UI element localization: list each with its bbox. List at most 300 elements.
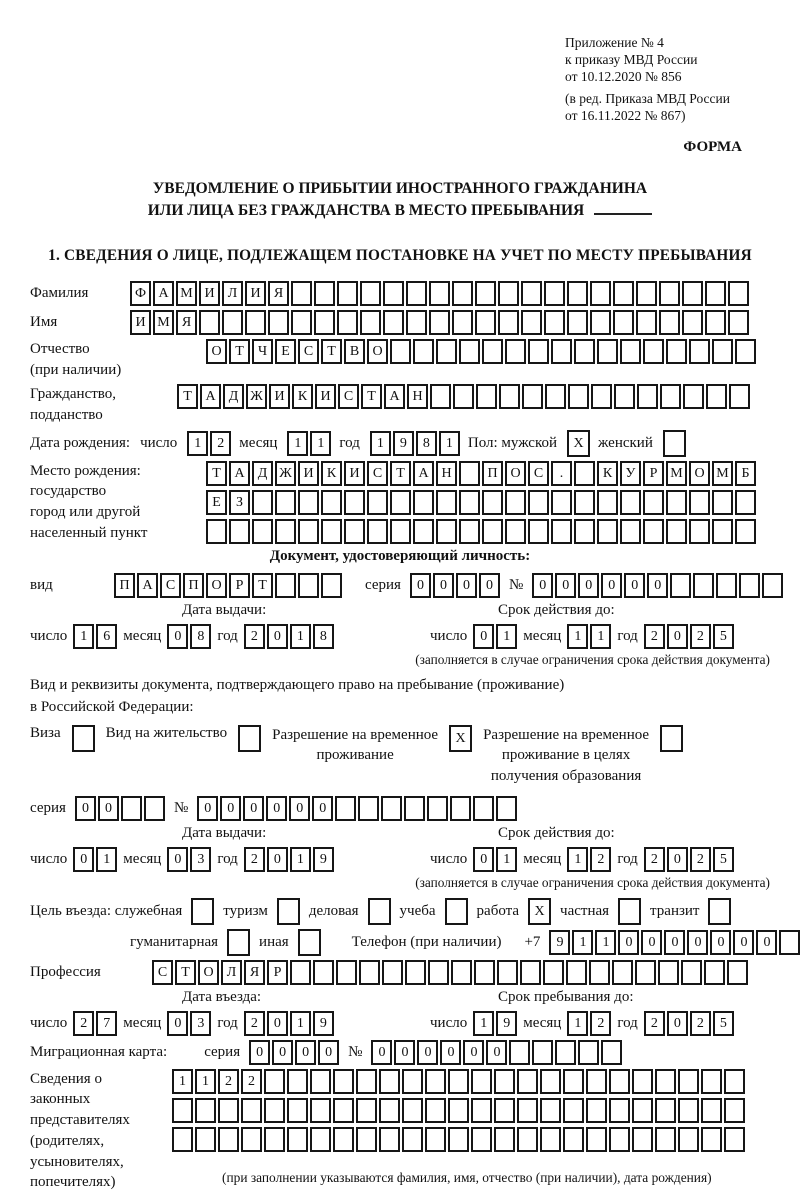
char-cell[interactable] xyxy=(264,1127,285,1152)
char-cell[interactable] xyxy=(706,384,727,409)
char-cell[interactable] xyxy=(291,310,312,335)
char-cell[interactable] xyxy=(727,960,748,985)
char-cell[interactable]: 2 xyxy=(210,431,231,456)
char-cell[interactable]: М xyxy=(666,461,687,486)
char-cell[interactable] xyxy=(382,960,403,985)
char-cell[interactable] xyxy=(551,519,572,544)
char-cell[interactable]: 0 xyxy=(371,1040,392,1065)
char-cell[interactable] xyxy=(666,490,687,515)
char-cell[interactable]: 1 xyxy=(572,930,593,955)
char-cell[interactable]: К xyxy=(321,461,342,486)
char-cell[interactable]: 0 xyxy=(664,930,685,955)
char-cell[interactable] xyxy=(356,1127,377,1152)
char-cell[interactable] xyxy=(402,1098,423,1123)
char-cell[interactable] xyxy=(241,1098,262,1123)
char-cell[interactable] xyxy=(563,1098,584,1123)
char-cell[interactable] xyxy=(448,1127,469,1152)
char-cell[interactable] xyxy=(241,1127,262,1152)
char-cell[interactable] xyxy=(551,490,572,515)
char-cell[interactable]: О xyxy=(689,461,710,486)
char-cell[interactable]: 0 xyxy=(318,1040,339,1065)
char-cell[interactable] xyxy=(601,1040,622,1065)
char-cell[interactable]: 0 xyxy=(641,930,662,955)
char-cell[interactable]: И xyxy=(344,461,365,486)
char-cell[interactable] xyxy=(597,519,618,544)
char-cell[interactable] xyxy=(620,490,641,515)
char-cell[interactable] xyxy=(252,490,273,515)
char-cell[interactable]: 2 xyxy=(590,1011,611,1036)
char-cell[interactable]: 1 xyxy=(370,431,391,456)
purpose-work-checkbox[interactable]: X xyxy=(528,898,551,925)
char-cell[interactable] xyxy=(586,1098,607,1123)
char-cell[interactable]: О xyxy=(206,573,227,598)
char-cell[interactable]: 1 xyxy=(567,624,588,649)
purpose-tourism-checkbox[interactable] xyxy=(277,898,300,925)
char-cell[interactable] xyxy=(195,1098,216,1123)
char-cell[interactable]: 0 xyxy=(667,624,688,649)
char-cell[interactable] xyxy=(567,310,588,335)
char-cell[interactable]: Т xyxy=(390,461,411,486)
char-cell[interactable]: 1 xyxy=(496,624,517,649)
char-cell[interactable] xyxy=(291,281,312,306)
char-cell[interactable] xyxy=(637,384,658,409)
char-cell[interactable] xyxy=(287,1069,308,1094)
char-cell[interactable] xyxy=(287,1098,308,1123)
char-cell[interactable]: 0 xyxy=(463,1040,484,1065)
char-cell[interactable]: 0 xyxy=(220,796,241,821)
char-cell[interactable]: И xyxy=(199,281,220,306)
char-cell[interactable] xyxy=(427,796,448,821)
rvp-edu-checkbox[interactable] xyxy=(660,725,683,752)
char-cell[interactable]: 1 xyxy=(287,431,308,456)
char-cell[interactable]: И xyxy=(315,384,336,409)
char-cell[interactable]: 0 xyxy=(486,1040,507,1065)
char-cell[interactable] xyxy=(666,339,687,364)
char-cell[interactable] xyxy=(612,960,633,985)
char-cell[interactable] xyxy=(597,490,618,515)
char-cell[interactable]: 1 xyxy=(590,624,611,649)
char-cell[interactable]: 2 xyxy=(73,1011,94,1036)
char-cell[interactable] xyxy=(521,310,542,335)
char-cell[interactable] xyxy=(313,960,334,985)
char-cell[interactable] xyxy=(379,1098,400,1123)
char-cell[interactable]: 2 xyxy=(644,847,665,872)
char-cell[interactable]: О xyxy=(505,461,526,486)
char-cell[interactable]: 0 xyxy=(473,847,494,872)
char-cell[interactable] xyxy=(482,519,503,544)
char-cell[interactable] xyxy=(459,490,480,515)
char-cell[interactable] xyxy=(551,339,572,364)
char-cell[interactable] xyxy=(522,384,543,409)
sex-female-checkbox[interactable] xyxy=(663,430,686,457)
char-cell[interactable]: 0 xyxy=(394,1040,415,1065)
char-cell[interactable] xyxy=(452,310,473,335)
char-cell[interactable] xyxy=(379,1069,400,1094)
char-cell[interactable] xyxy=(704,960,725,985)
char-cell[interactable] xyxy=(405,960,426,985)
char-cell[interactable] xyxy=(613,310,634,335)
char-cell[interactable] xyxy=(172,1127,193,1152)
char-cell[interactable]: 0 xyxy=(532,573,553,598)
char-cell[interactable] xyxy=(643,490,664,515)
char-cell[interactable]: Я xyxy=(176,310,197,335)
char-cell[interactable]: 2 xyxy=(244,624,265,649)
char-cell[interactable] xyxy=(505,490,526,515)
char-cell[interactable] xyxy=(712,490,733,515)
char-cell[interactable] xyxy=(264,1069,285,1094)
char-cell[interactable] xyxy=(597,339,618,364)
char-cell[interactable] xyxy=(724,1127,745,1152)
char-cell[interactable] xyxy=(613,281,634,306)
char-cell[interactable] xyxy=(555,1040,576,1065)
char-cell[interactable] xyxy=(402,1127,423,1152)
char-cell[interactable] xyxy=(314,281,335,306)
char-cell[interactable] xyxy=(436,519,457,544)
char-cell[interactable] xyxy=(321,519,342,544)
char-cell[interactable]: 1 xyxy=(473,1011,494,1036)
char-cell[interactable]: С xyxy=(298,339,319,364)
char-cell[interactable] xyxy=(682,310,703,335)
char-cell[interactable]: 1 xyxy=(195,1069,216,1094)
char-cell[interactable] xyxy=(473,796,494,821)
char-cell[interactable] xyxy=(544,281,565,306)
char-cell[interactable] xyxy=(383,310,404,335)
char-cell[interactable]: 0 xyxy=(473,624,494,649)
char-cell[interactable] xyxy=(635,960,656,985)
char-cell[interactable] xyxy=(589,960,610,985)
char-cell[interactable]: 0 xyxy=(456,573,477,598)
char-cell[interactable] xyxy=(172,1098,193,1123)
char-cell[interactable] xyxy=(609,1098,630,1123)
char-cell[interactable]: 0 xyxy=(440,1040,461,1065)
char-cell[interactable]: 0 xyxy=(417,1040,438,1065)
char-cell[interactable]: О xyxy=(367,339,388,364)
char-cell[interactable]: 0 xyxy=(167,1011,188,1036)
char-cell[interactable] xyxy=(499,384,520,409)
char-cell[interactable] xyxy=(779,930,800,955)
char-cell[interactable]: С xyxy=(338,384,359,409)
char-cell[interactable] xyxy=(636,310,657,335)
char-cell[interactable] xyxy=(459,519,480,544)
char-cell[interactable] xyxy=(716,573,737,598)
char-cell[interactable]: 1 xyxy=(73,624,94,649)
char-cell[interactable] xyxy=(678,1098,699,1123)
char-cell[interactable] xyxy=(275,490,296,515)
char-cell[interactable]: 0 xyxy=(618,930,639,955)
char-cell[interactable] xyxy=(632,1069,653,1094)
char-cell[interactable]: 0 xyxy=(410,573,431,598)
char-cell[interactable]: 0 xyxy=(710,930,731,955)
char-cell[interactable] xyxy=(436,490,457,515)
char-cell[interactable] xyxy=(643,519,664,544)
char-cell[interactable]: 5 xyxy=(713,1011,734,1036)
char-cell[interactable]: 9 xyxy=(313,1011,334,1036)
char-cell[interactable] xyxy=(298,573,319,598)
char-cell[interactable]: К xyxy=(597,461,618,486)
purpose-business-checkbox[interactable] xyxy=(368,898,391,925)
char-cell[interactable] xyxy=(429,310,450,335)
char-cell[interactable]: О xyxy=(198,960,219,985)
char-cell[interactable] xyxy=(335,796,356,821)
char-cell[interactable] xyxy=(310,1069,331,1094)
char-cell[interactable] xyxy=(356,1098,377,1123)
char-cell[interactable] xyxy=(436,339,457,364)
char-cell[interactable]: 0 xyxy=(312,796,333,821)
char-cell[interactable] xyxy=(724,1069,745,1094)
char-cell[interactable] xyxy=(586,1127,607,1152)
char-cell[interactable]: Т xyxy=(177,384,198,409)
char-cell[interactable]: М xyxy=(712,461,733,486)
char-cell[interactable] xyxy=(739,573,760,598)
char-cell[interactable] xyxy=(298,519,319,544)
char-cell[interactable] xyxy=(543,960,564,985)
char-cell[interactable] xyxy=(609,1127,630,1152)
char-cell[interactable] xyxy=(121,796,142,821)
char-cell[interactable] xyxy=(505,519,526,544)
char-cell[interactable] xyxy=(505,339,526,364)
char-cell[interactable]: П xyxy=(114,573,135,598)
char-cell[interactable] xyxy=(425,1127,446,1152)
char-cell[interactable]: К xyxy=(292,384,313,409)
char-cell[interactable]: И xyxy=(269,384,290,409)
char-cell[interactable] xyxy=(275,573,296,598)
char-cell[interactable] xyxy=(425,1069,446,1094)
char-cell[interactable] xyxy=(367,519,388,544)
char-cell[interactable] xyxy=(614,384,635,409)
char-cell[interactable] xyxy=(678,1127,699,1152)
char-cell[interactable]: З xyxy=(229,490,250,515)
char-cell[interactable]: 0 xyxy=(266,796,287,821)
char-cell[interactable] xyxy=(724,1098,745,1123)
char-cell[interactable]: С xyxy=(160,573,181,598)
char-cell[interactable]: Р xyxy=(229,573,250,598)
char-cell[interactable]: 2 xyxy=(241,1069,262,1094)
char-cell[interactable] xyxy=(475,281,496,306)
char-cell[interactable]: 0 xyxy=(267,847,288,872)
char-cell[interactable] xyxy=(586,1069,607,1094)
char-cell[interactable]: Т xyxy=(252,573,273,598)
char-cell[interactable] xyxy=(517,1069,538,1094)
char-cell[interactable] xyxy=(567,281,588,306)
char-cell[interactable] xyxy=(532,1040,553,1065)
char-cell[interactable]: М xyxy=(153,310,174,335)
char-cell[interactable] xyxy=(563,1127,584,1152)
char-cell[interactable] xyxy=(681,960,702,985)
char-cell[interactable] xyxy=(406,310,427,335)
char-cell[interactable]: С xyxy=(152,960,173,985)
char-cell[interactable]: 1 xyxy=(595,930,616,955)
char-cell[interactable]: 0 xyxy=(647,573,668,598)
char-cell[interactable]: А xyxy=(153,281,174,306)
char-cell[interactable] xyxy=(245,310,266,335)
char-cell[interactable] xyxy=(517,1127,538,1152)
char-cell[interactable] xyxy=(705,310,726,335)
char-cell[interactable]: 7 xyxy=(96,1011,117,1036)
char-cell[interactable] xyxy=(195,1127,216,1152)
char-cell[interactable] xyxy=(494,1069,515,1094)
char-cell[interactable] xyxy=(390,519,411,544)
char-cell[interactable]: М xyxy=(176,281,197,306)
char-cell[interactable] xyxy=(689,490,710,515)
char-cell[interactable] xyxy=(497,960,518,985)
char-cell[interactable] xyxy=(471,1098,492,1123)
char-cell[interactable] xyxy=(705,281,726,306)
char-cell[interactable] xyxy=(591,384,612,409)
char-cell[interactable] xyxy=(712,339,733,364)
char-cell[interactable] xyxy=(404,796,425,821)
char-cell[interactable]: 0 xyxy=(687,930,708,955)
char-cell[interactable]: Д xyxy=(223,384,244,409)
char-cell[interactable] xyxy=(275,519,296,544)
char-cell[interactable]: Я xyxy=(268,281,289,306)
char-cell[interactable]: 0 xyxy=(249,1040,270,1065)
char-cell[interactable] xyxy=(451,960,472,985)
char-cell[interactable]: 0 xyxy=(756,930,777,955)
char-cell[interactable] xyxy=(574,339,595,364)
char-cell[interactable] xyxy=(333,1069,354,1094)
char-cell[interactable]: 0 xyxy=(267,624,288,649)
char-cell[interactable] xyxy=(429,281,450,306)
char-cell[interactable]: 1 xyxy=(290,847,311,872)
char-cell[interactable] xyxy=(670,573,691,598)
char-cell[interactable] xyxy=(206,519,227,544)
char-cell[interactable] xyxy=(689,339,710,364)
char-cell[interactable] xyxy=(566,960,587,985)
char-cell[interactable]: Е xyxy=(206,490,227,515)
char-cell[interactable]: 0 xyxy=(479,573,500,598)
sex-male-checkbox[interactable]: X xyxy=(567,430,590,457)
char-cell[interactable]: 2 xyxy=(644,624,665,649)
char-cell[interactable] xyxy=(528,519,549,544)
char-cell[interactable] xyxy=(360,310,381,335)
char-cell[interactable]: 1 xyxy=(187,431,208,456)
char-cell[interactable]: 2 xyxy=(644,1011,665,1036)
char-cell[interactable] xyxy=(379,1127,400,1152)
char-cell[interactable] xyxy=(360,281,381,306)
char-cell[interactable] xyxy=(290,960,311,985)
char-cell[interactable]: А xyxy=(137,573,158,598)
char-cell[interactable] xyxy=(450,796,471,821)
char-cell[interactable] xyxy=(471,1069,492,1094)
char-cell[interactable] xyxy=(578,1040,599,1065)
char-cell[interactable] xyxy=(471,1127,492,1152)
char-cell[interactable] xyxy=(659,281,680,306)
char-cell[interactable] xyxy=(428,960,449,985)
char-cell[interactable]: Л xyxy=(221,960,242,985)
char-cell[interactable] xyxy=(475,310,496,335)
char-cell[interactable] xyxy=(459,339,480,364)
char-cell[interactable] xyxy=(701,1127,722,1152)
char-cell[interactable] xyxy=(609,1069,630,1094)
char-cell[interactable] xyxy=(590,281,611,306)
char-cell[interactable] xyxy=(574,490,595,515)
char-cell[interactable]: 2 xyxy=(690,624,711,649)
char-cell[interactable] xyxy=(222,310,243,335)
char-cell[interactable] xyxy=(229,519,250,544)
char-cell[interactable] xyxy=(620,339,641,364)
char-cell[interactable] xyxy=(574,519,595,544)
char-cell[interactable]: 1 xyxy=(96,847,117,872)
char-cell[interactable] xyxy=(528,490,549,515)
char-cell[interactable] xyxy=(459,461,480,486)
char-cell[interactable] xyxy=(476,384,497,409)
char-cell[interactable] xyxy=(655,1098,676,1123)
char-cell[interactable] xyxy=(381,796,402,821)
char-cell[interactable]: 0 xyxy=(733,930,754,955)
char-cell[interactable] xyxy=(521,281,542,306)
char-cell[interactable] xyxy=(682,281,703,306)
char-cell[interactable]: 9 xyxy=(313,847,334,872)
char-cell[interactable] xyxy=(735,519,756,544)
purpose-other-checkbox[interactable] xyxy=(298,929,321,956)
char-cell[interactable] xyxy=(729,384,750,409)
char-cell[interactable]: 0 xyxy=(73,847,94,872)
char-cell[interactable]: Н xyxy=(436,461,457,486)
char-cell[interactable]: 0 xyxy=(272,1040,293,1065)
char-cell[interactable] xyxy=(482,490,503,515)
char-cell[interactable]: 2 xyxy=(218,1069,239,1094)
char-cell[interactable]: . xyxy=(551,461,572,486)
char-cell[interactable] xyxy=(413,339,434,364)
char-cell[interactable]: 8 xyxy=(416,431,437,456)
char-cell[interactable] xyxy=(636,281,657,306)
char-cell[interactable]: 3 xyxy=(190,1011,211,1036)
char-cell[interactable] xyxy=(336,960,357,985)
char-cell[interactable]: 1 xyxy=(290,624,311,649)
char-cell[interactable]: 0 xyxy=(578,573,599,598)
char-cell[interactable] xyxy=(666,519,687,544)
char-cell[interactable]: 0 xyxy=(295,1040,316,1065)
char-cell[interactable]: А xyxy=(200,384,221,409)
char-cell[interactable] xyxy=(359,960,380,985)
char-cell[interactable]: 0 xyxy=(667,1011,688,1036)
char-cell[interactable] xyxy=(693,573,714,598)
char-cell[interactable]: 8 xyxy=(190,624,211,649)
char-cell[interactable]: П xyxy=(183,573,204,598)
char-cell[interactable]: С xyxy=(367,461,388,486)
char-cell[interactable]: 2 xyxy=(244,1011,265,1036)
char-cell[interactable]: 0 xyxy=(289,796,310,821)
char-cell[interactable] xyxy=(498,281,519,306)
char-cell[interactable] xyxy=(425,1098,446,1123)
char-cell[interactable] xyxy=(453,384,474,409)
char-cell[interactable] xyxy=(310,1098,331,1123)
char-cell[interactable]: 5 xyxy=(713,847,734,872)
char-cell[interactable]: 1 xyxy=(439,431,460,456)
char-cell[interactable]: 8 xyxy=(313,624,334,649)
char-cell[interactable]: И xyxy=(245,281,266,306)
char-cell[interactable] xyxy=(620,519,641,544)
char-cell[interactable] xyxy=(655,1127,676,1152)
char-cell[interactable] xyxy=(735,490,756,515)
char-cell[interactable] xyxy=(494,1127,515,1152)
char-cell[interactable] xyxy=(448,1069,469,1094)
char-cell[interactable]: Т xyxy=(206,461,227,486)
char-cell[interactable]: 0 xyxy=(167,847,188,872)
char-cell[interactable] xyxy=(712,519,733,544)
char-cell[interactable] xyxy=(199,310,220,335)
char-cell[interactable]: Ж xyxy=(275,461,296,486)
char-cell[interactable] xyxy=(660,384,681,409)
char-cell[interactable] xyxy=(356,1069,377,1094)
char-cell[interactable]: 2 xyxy=(244,847,265,872)
char-cell[interactable]: 0 xyxy=(667,847,688,872)
char-cell[interactable]: В xyxy=(344,339,365,364)
char-cell[interactable] xyxy=(482,339,503,364)
char-cell[interactable]: Л xyxy=(222,281,243,306)
char-cell[interactable]: 2 xyxy=(590,847,611,872)
char-cell[interactable] xyxy=(655,1069,676,1094)
